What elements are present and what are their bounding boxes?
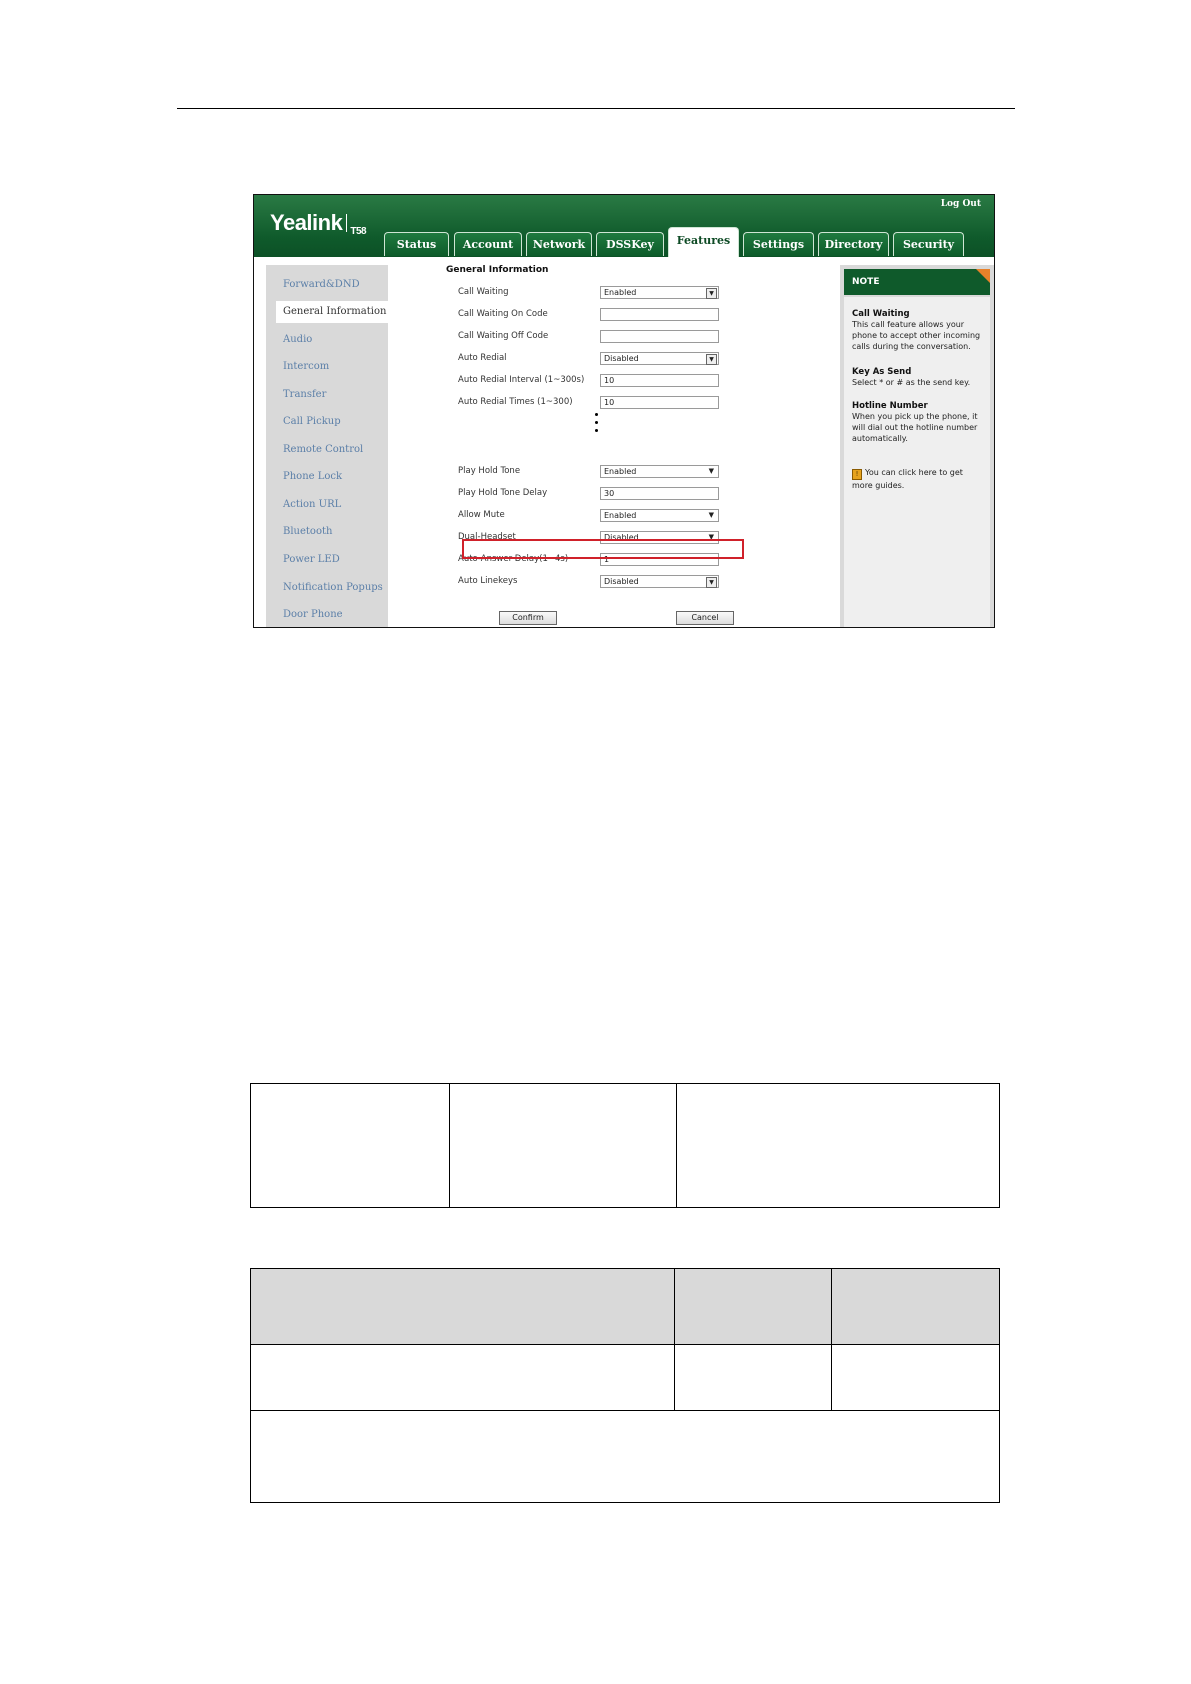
tab-settings[interactable]: Settings <box>743 232 814 256</box>
sidebar-item-power-led[interactable]: Power LED <box>283 554 340 565</box>
caret-down-icon: ▼ <box>708 467 714 475</box>
auto-redial-interval-input[interactable]: 10 <box>600 374 719 387</box>
sidebar-item-notification-popups[interactable]: Notification Popups <box>283 582 383 593</box>
label-allow-mute: Allow Mute <box>458 510 505 520</box>
confirm-button[interactable]: Confirm <box>499 611 557 625</box>
omitted-rows-ellipsis-icon <box>595 413 599 437</box>
dual-headset-value: Disabled <box>604 533 639 542</box>
tab-directory[interactable]: Directory <box>818 232 889 256</box>
label-call-waiting-off-code: Call Waiting Off Code <box>458 331 549 341</box>
note-panel <box>840 265 994 627</box>
tab-dsskey[interactable]: DSSKey <box>596 232 664 256</box>
table-header-cell <box>251 1269 675 1345</box>
table-cell <box>251 1345 675 1411</box>
sidebar-item-phone-lock[interactable]: Phone Lock <box>283 471 343 482</box>
table-cell <box>251 1084 450 1208</box>
auto-redial-select[interactable] <box>600 352 719 365</box>
sidebar-item-remote-control[interactable]: Remote Control <box>283 444 364 455</box>
label-auto-linekeys: Auto Linekeys <box>458 576 518 586</box>
note-heading-hotline-number: Hotline Number <box>852 401 928 411</box>
sidebar-item-transfer[interactable]: Transfer <box>283 389 327 400</box>
sidebar-item-audio[interactable]: Audio <box>283 334 313 345</box>
note-guide-link[interactable] <box>852 467 986 491</box>
table-cell <box>832 1345 1000 1411</box>
note-body <box>844 297 990 627</box>
sidebar-item-call-pickup[interactable]: Call Pickup <box>283 416 341 427</box>
call-waiting-on-code-input[interactable] <box>600 308 719 321</box>
section-title: General Information <box>446 265 549 275</box>
table-cell <box>677 1084 1000 1208</box>
tab-status[interactable]: Status <box>384 232 449 256</box>
allow-mute-highlight-box <box>462 539 744 559</box>
table-header-cell <box>832 1269 1000 1345</box>
settings-form <box>396 265 840 627</box>
auto-redial-value: Disabled <box>604 354 639 363</box>
corner-fold-icon <box>976 269 990 283</box>
label-play-hold-tone-delay: Play Hold Tone Delay <box>458 488 548 498</box>
play-hold-tone-delay-input[interactable]: 30 <box>600 487 719 500</box>
auto-redial-times-input[interactable]: 10 <box>600 396 719 409</box>
note-text-key-as-send: Select * or # as the send key. <box>852 378 971 387</box>
features-sidebar <box>266 265 388 627</box>
brand-logo <box>270 210 366 237</box>
web-ui-screenshot <box>253 194 995 628</box>
logout-link[interactable]: Log Out <box>940 199 981 209</box>
caret-down-icon: ▼ <box>708 511 714 519</box>
note-text-call-waiting: This call feature allows your phone to accept other incoming calls during the conversation. <box>852 320 981 351</box>
header-bar <box>254 195 994 257</box>
book-icon: ! <box>852 469 862 480</box>
note-text-hotline-number: When you pick up the phone, it will dial out the hotline number automatically. <box>852 412 978 443</box>
auto-linekeys-select[interactable] <box>600 575 719 588</box>
call-waiting-select[interactable] <box>600 286 719 299</box>
call-waiting-off-code-input[interactable] <box>600 330 719 343</box>
sidebar-item-action-url[interactable]: Action URL <box>283 499 342 510</box>
label-call-waiting: Call Waiting <box>458 287 509 297</box>
dropdown-arrow-icon: ▼ <box>706 354 717 365</box>
page-header-rule <box>177 108 1015 109</box>
sidebar-item-forward-dnd[interactable]: Forward&DND <box>283 279 360 290</box>
dropdown-arrow-icon: ▼ <box>706 288 717 299</box>
tab-security[interactable]: Security <box>893 232 964 256</box>
label-play-hold-tone: Play Hold Tone <box>458 466 521 476</box>
sidebar-item-intercom[interactable]: Intercom <box>283 361 330 372</box>
empty-table-1 <box>250 1083 1000 1208</box>
note-title: NOTE <box>852 277 880 287</box>
logo-text: Yealink <box>270 210 343 235</box>
sidebar-item-general-information[interactable]: General Information <box>276 301 393 323</box>
dropdown-arrow-icon: ▼ <box>706 577 717 588</box>
sidebar-item-bluetooth[interactable]: Bluetooth <box>283 526 333 537</box>
note-header <box>844 269 990 295</box>
label-dual-headset: Dual-Headset <box>458 532 516 542</box>
sidebar-item-door-phone[interactable]: Door Phone <box>283 609 343 620</box>
allow-mute-select[interactable] <box>600 509 719 522</box>
note-heading-key-as-send: Key As Send <box>852 367 912 377</box>
auto-linekeys-value: Disabled <box>604 577 639 586</box>
label-auto-redial-interval: Auto Redial Interval (1~300s) <box>458 375 585 385</box>
model-label: T58 <box>350 226 367 237</box>
note-guide-text: You can click here to get more guides. <box>852 468 963 490</box>
label-auto-redial-times: Auto Redial Times (1~300) <box>458 397 573 407</box>
label-auto-answer-delay: Auto-Answer Delay(1~4s) <box>458 554 569 564</box>
tab-account[interactable]: Account <box>454 232 522 256</box>
caret-down-icon: ▼ <box>708 533 714 541</box>
play-hold-tone-value: Enabled <box>604 467 637 476</box>
tab-features[interactable]: Features <box>668 227 739 257</box>
allow-mute-value: Enabled <box>604 511 637 520</box>
table-cell <box>450 1084 677 1208</box>
table-cell <box>251 1411 1000 1503</box>
label-auto-redial: Auto Redial <box>458 353 507 363</box>
table-header-cell <box>675 1269 832 1345</box>
label-call-waiting-on-code: Call Waiting On Code <box>458 309 548 319</box>
call-waiting-value: Enabled <box>604 288 637 297</box>
empty-table-2 <box>250 1268 1000 1503</box>
note-heading-call-waiting: Call Waiting <box>852 309 910 319</box>
auto-answer-delay-input[interactable]: 1 <box>600 553 719 566</box>
tab-network[interactable]: Network <box>526 232 592 256</box>
play-hold-tone-select[interactable] <box>600 465 719 478</box>
table-cell <box>675 1345 832 1411</box>
cancel-button[interactable]: Cancel <box>676 611 734 625</box>
